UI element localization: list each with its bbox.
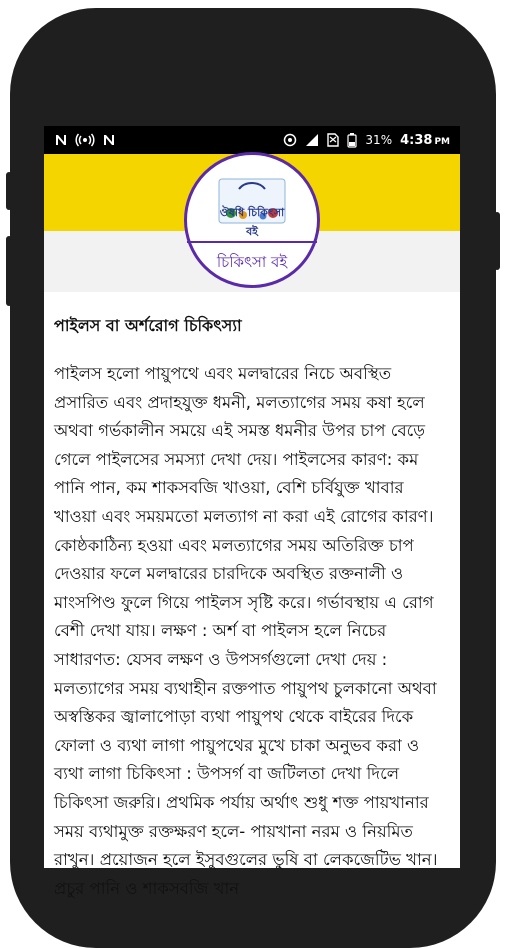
power-button xyxy=(6,172,12,210)
n-notification-icon xyxy=(102,133,116,147)
app-logo[interactable] xyxy=(184,152,320,288)
status-bar xyxy=(44,126,460,154)
article-body: পাইলস হলো পায়ুপথে এবং মলদ্বারের নিচে অবস্থিত প্রসারিত এবং প্রদাহযুক্ত ধমনী, মলত্যাগের সময় কষা হলে অথবা গর্ভকালীন সময়ে এই সমস্ত ধমনীর উপর চাপ বেড়ে গেলে পাইলসের সমস্যা দেখা দেয়। পাইলসের কারণ: কম পানি পান, কম শাকসবজি খাওয়া, বেশি চর্বিযুক্ত খাবার খাওয়া এবং সময়মতো মলত্যাগ না করা এই রোগের কারণ। কোষ্ঠকাঠিন্য হওয়া এবং মলত্যাগের সময় অতিরিক্ত চাপ দেওয়ার ফলে মলদ্বারের চারদিকে অবস্থিত রক্তনালী ও মাংসপিণ্ড ফুলে গিয়ে পাইলস সৃষ্টি করে। গর্ভাবস্থায় এ রোগ বেশী দেখা যায়। লক্ষণ : অর্শ বা পাইলস হলে নিচের সাধারণত: যেসব লক্ষণ ও উপসর্গগুলো দেখা দেয় : মলত্যাগের সময় ব্যথাহীন রক্তপাত পায়ুপথ চুলকানো অথবা অস্বস্তিকর জ্বালাপোড়া ব্যথা পায়ুপথ থেকে বাইরের দিকে ফোলা ও ব্যথা লাগা পায়ুপথের মুখে চাকা অনুভব করা ও ব্যথা লাগা চিকিৎসা : উপসর্গ বা জটিলতা দেখা দিলে চিকিৎসা জরুরি। প্রথমিক পর্যায় অর্থাৎ শুধু শক্ত পায়খানার সময় ব্যথামুক্ত রক্তক্ষরণ হলে- পায়খানা নরম ও নিয়মিত রাখুন। প্রয়োজন হলে ইসুবগুলের ভুষি বা লেকজেটিভ খান। প্রচুর পানি ও শাকসবজি খান xyxy=(54,364,438,898)
logo-image xyxy=(217,173,287,238)
battery-percent: 31% xyxy=(365,133,393,147)
clock: 4:38 PM xyxy=(400,132,450,148)
no-sim-icon xyxy=(327,133,339,147)
status-bar-right xyxy=(283,133,450,148)
status-bar-left xyxy=(54,133,116,147)
n-notification-icon xyxy=(54,133,68,147)
side-key xyxy=(494,212,500,270)
app-screen xyxy=(44,126,460,898)
app-title: চিকিৎসা বই xyxy=(216,253,288,271)
logo-divider xyxy=(187,241,317,243)
logo-image-text: ঔষধি চিকিৎসা বই xyxy=(219,206,285,238)
vibrate-icon xyxy=(283,133,297,147)
battery-icon xyxy=(347,133,357,147)
signal-icon xyxy=(305,133,319,147)
article-title: পাইলস বা অর্শরোগ চিকিৎস্যা xyxy=(54,316,242,335)
app-header xyxy=(44,154,460,292)
hotspot-icon xyxy=(76,133,94,147)
volume-button xyxy=(6,236,12,306)
article-content xyxy=(44,292,460,903)
